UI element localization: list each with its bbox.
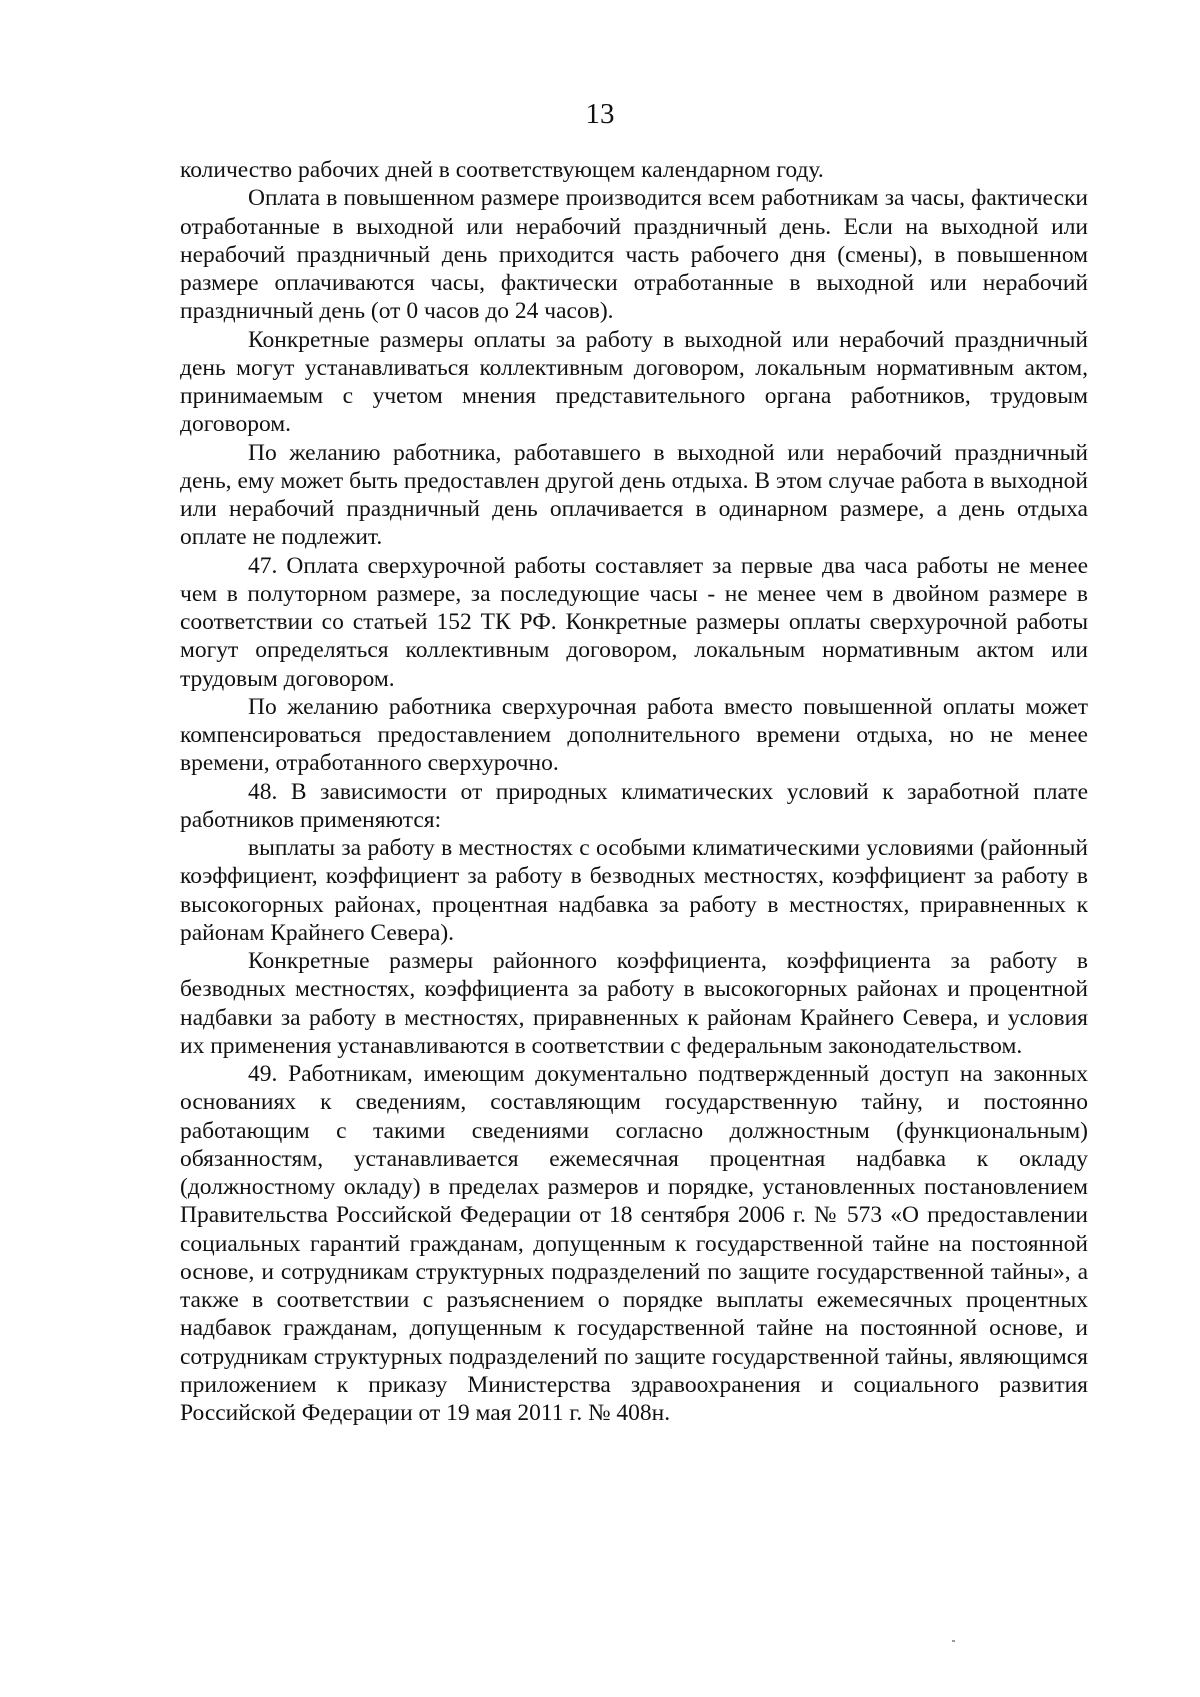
page-number: 13	[585, 98, 615, 130]
paragraph-specific-pay-amounts: Конкретные размеры оплаты за работу в выходной или нерабочий праздничный день могут устанавливаться коллективным договором, локальным нормативным актом, принимаемым с учетом мнения представительного органа работников, трудовым договором.	[180, 326, 1088, 438]
paragraph-continuation: количество рабочих дней в соответствующем календарном году.	[180, 157, 824, 183]
paragraph-regional-coefficients: Конкретные размеры районного коэффициента, коэффициента за работу в безводных местностях, коэффициента за работу в высокогорных районах и процентной надбавки за работу в местностях, приравненных к районам Крайнего Севера, и условия их применения устанавливаются в соответствии с федеральным законодательством.	[180, 948, 1088, 1059]
paragraph-item-47: 47. Оплата сверхурочной работы составляет за первые два часа работы не менее чем в полуторном размере, за последующие часы - не менее чем в двойном размере в соответствии со статьей 152 ТК РФ. Конкретные размеры оплаты сверхурочной работы могут определяться коллективным договором, локальным нормативным актом или трудовым договором.	[180, 552, 1088, 692]
paragraph-item-49: 49. Работникам, имеющим документально подтвержденный доступ на законных основаниях к сведениям, составляющим государственную тайну, и постоянно работающим с такими сведениями согласно должностным (функциональным) обязанностям, устанавливается ежемесячная процентная надбавка к окладу (должностному окладу) в пределах размеров и порядке, установленных постановлением Правительства Российской Федерации от 18 сентября 2006 г. № 573 «О предоставлении социальных гарантий гражданам, допущенным к государственной тайне на постоянной основе, и сотрудникам структурных подразделений по защите государственной тайны», а также в соответствии с разъяснением о порядке выплаты ежемесячных процентных надбавок гражданам, допущенным к государственной тайне на постоянной основе, и сотрудникам структурных подразделений по защите государственной тайны, являющимся приложением к приказу Министерства здравоохранения и социального развития Российской Федерации от 19 мая 2011 г. № 408н.	[180, 1061, 1088, 1426]
paragraph-day-off-option: По желанию работника, работавшего в выходной или нерабочий праздничный день, ему может быть предоставлен другой день отдыха. В этом случае работа в выходной или нерабочий праздничный день оплачивается в одинарном размере, а день отдыха оплате не подлежит.	[180, 439, 1088, 551]
paragraph-overtime-holiday-pay: Оплата в повышенном размере производится всем работникам за часы, фактически отработанные в выходной или нерабочий праздничный день. Если на выходной или нерабочий праздничный день приходится часть рабочего дня (смены), в повышенном размере оплачиваются часы, фактически отработанные в выходной или нерабочий праздничный день (от 0 часов до 24 часов).	[180, 185, 1088, 325]
document-body	[180, 156, 1088, 1427]
paragraph-climate-payments: выплаты за работу в местностях с особыми климатическими условиями (районный коэффициент, коэффициент за работу в безводных местностях, коэффициент за работу в высокогорных районах, процентная надбавка за работу в местностях, приравненных к районам Крайнего Севера).	[180, 835, 1088, 946]
paragraph-item-48: 48. В зависимости от природных климатических условий к заработной плате работников применяются:	[180, 778, 1088, 833]
paragraph-overtime-compensation: По желанию работника сверхурочная работа вместо повышенной оплаты может компенсироваться предоставлением дополнительного времени отдыха, но не менее времени, отработанного сверхурочно.	[180, 693, 1088, 777]
scan-artifact	[952, 1640, 955, 1642]
